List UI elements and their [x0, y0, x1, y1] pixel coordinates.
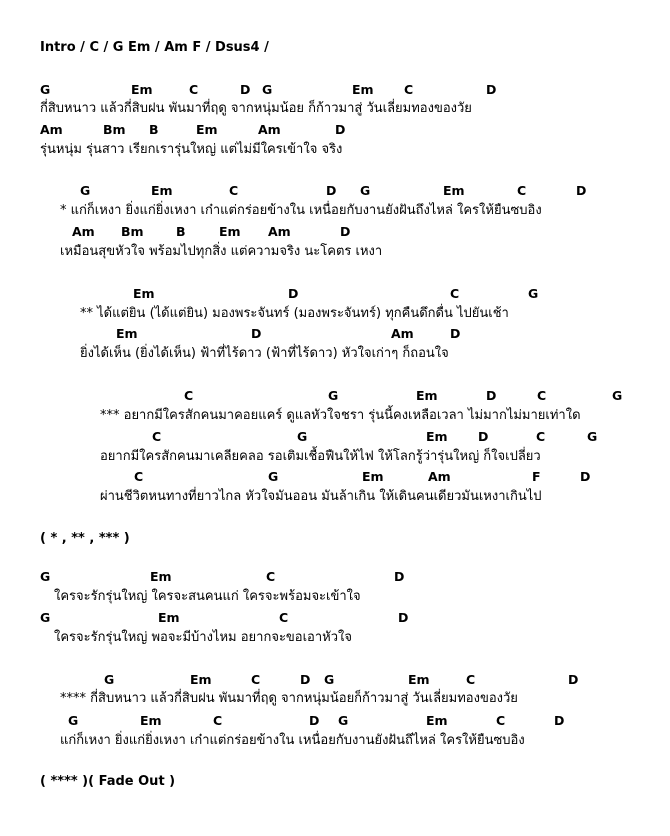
chord: D: [340, 224, 351, 239]
lyric-line: เหมือนสุขหัวใจ พร้อมไปทุกสิ่ง แต่ความจริง นะโคตร เหงา: [60, 244, 383, 259]
chord: G: [324, 672, 335, 687]
chord-line: [0, 326, 670, 342]
chord: Em: [443, 183, 465, 198]
chord: Am: [428, 469, 451, 484]
chord-line: [0, 469, 670, 485]
chord: D: [288, 286, 299, 301]
chord: Em: [426, 713, 448, 728]
chord-line: [0, 122, 670, 138]
chord: Am: [40, 122, 63, 137]
chord: C: [537, 388, 547, 403]
chord: D: [450, 326, 461, 341]
fade-out-marker: ( **** )( Fade Out ): [40, 774, 176, 789]
chord: Am: [258, 122, 281, 137]
chord-line: [0, 429, 670, 445]
chord: C: [152, 429, 162, 444]
chord: D: [486, 388, 497, 403]
chord: G: [328, 388, 339, 403]
chord-line: [0, 388, 670, 404]
chord: Em: [133, 286, 155, 301]
chord: G: [338, 713, 349, 728]
chord: D: [335, 122, 346, 137]
chord: G: [360, 183, 371, 198]
chord: C: [517, 183, 527, 198]
chord: D: [580, 469, 591, 484]
chord: G: [268, 469, 279, 484]
chord: G: [528, 286, 539, 301]
chord: D: [576, 183, 587, 198]
chord: Am: [391, 326, 414, 341]
chord: Em: [150, 569, 172, 584]
chord: G: [297, 429, 308, 444]
chord: Em: [362, 469, 384, 484]
chord: Bm: [121, 224, 144, 239]
chord: Em: [416, 388, 438, 403]
chord: Em: [352, 82, 374, 97]
chord-line: [0, 183, 670, 199]
chord: G: [262, 82, 273, 97]
chord-line: [0, 82, 670, 98]
chord: C: [251, 672, 261, 687]
chord-line: [0, 224, 670, 240]
lyric-line: ใครจะรักรุ่นใหญ่ พอจะมีบ้างไหม อยากจะขอเอาหัวใจ: [54, 630, 353, 645]
chord: Em: [140, 713, 162, 728]
chord: C: [134, 469, 144, 484]
chord: C: [189, 82, 199, 97]
chord: Em: [131, 82, 153, 97]
chord: D: [251, 326, 262, 341]
lyric-line: **** กี่สิบหนาว แล้วกี่สิบฝน พันมาที่ฤดู จากหนุ่มน้อยก็ก้าวมาสู่ วันเลี่ยมทองของวัย: [60, 691, 518, 706]
chord: Em: [151, 183, 173, 198]
chord: C: [229, 183, 239, 198]
lyric-line: อยากมีใครสักคนมาเคลียคลอ รอเติมเชื้อฟืนให้ไฟ ให้โลกรู้ว่ารุ่นใหญ่ ก็ใจเปลี่ยว: [100, 449, 541, 464]
chord: D: [398, 610, 409, 625]
chord: G: [104, 672, 115, 687]
chord: G: [40, 569, 51, 584]
chord: F: [532, 469, 541, 484]
chord: D: [300, 672, 311, 687]
chord: G: [80, 183, 91, 198]
lyric-line: * แก่ก็เหงา ยิ่งแก่ยิ่งเหงา เก๋าแต่กร่อยข้างใน เหนื่อยกับงานยังฝันถึงไหล่ ใครให้ยืนซบอิง: [60, 203, 542, 218]
chord: G: [587, 429, 598, 444]
chord: C: [450, 286, 460, 301]
chord: B: [149, 122, 159, 137]
chord: Bm: [103, 122, 126, 137]
chord: C: [184, 388, 194, 403]
chord: C: [466, 672, 476, 687]
chord: D: [394, 569, 405, 584]
chord: C: [496, 713, 506, 728]
chord: Em: [190, 672, 212, 687]
chord: C: [536, 429, 546, 444]
chord: Em: [196, 122, 218, 137]
lyric-line: กี่สิบหนาว แล้วกี่สิบฝน พันมาที่ฤดู จากหนุ่มน้อย ก็ก้าวมาสู่ วันเลี่ยมทองของวัย: [40, 101, 472, 116]
chord: C: [213, 713, 223, 728]
chord-line: [0, 713, 670, 729]
repeat-marker: ( * , ** , *** ): [40, 531, 130, 546]
chord: G: [40, 610, 51, 625]
chord: G: [68, 713, 79, 728]
chord: Em: [426, 429, 448, 444]
lyric-line: ผ่านชีวิตหนทางที่ยาวไกล หัวใจมันออน มันล้าเกิน ให้เดินคนเดียวมันเหงาเกินไป: [100, 489, 542, 504]
chord: D: [309, 713, 320, 728]
chord: Em: [158, 610, 180, 625]
chord: Em: [116, 326, 138, 341]
chord: C: [404, 82, 414, 97]
chord: D: [240, 82, 251, 97]
chord: B: [176, 224, 186, 239]
chord-line: [0, 610, 670, 626]
intro-line: Intro / C / G Em / Am F / Dsus4 /: [40, 40, 269, 55]
chord-line: [0, 569, 670, 585]
lyric-line: *** อยากมีใครสักคนมาคอยแคร์ ดูแลหัวใจชรา รุ่นนี้คงเหลือเวลา ไม่มากไม่มายเท่าใด: [100, 408, 581, 423]
chord: Am: [72, 224, 95, 239]
chord: C: [279, 610, 289, 625]
lyric-line: ** ได้แต่ยิน (ได้แต่ยิน) มองพระจันทร์ (มองพระจันทร์) ทุกคืนดึกดื่น ไปยันเช้า: [80, 306, 509, 321]
lyric-line: ใครจะรักรุ่นใหญ่ ใครจะสนคนแก่ ใครจะพร้อมจะเข้าใจ: [54, 589, 361, 604]
chord-line: [0, 286, 670, 302]
chord: Am: [268, 224, 291, 239]
chord: D: [478, 429, 489, 444]
chord-line: [0, 672, 670, 688]
chord: D: [326, 183, 337, 198]
chord: Em: [219, 224, 241, 239]
chord: D: [568, 672, 579, 687]
chord: D: [486, 82, 497, 97]
chord: Em: [408, 672, 430, 687]
chord: G: [40, 82, 51, 97]
lyric-line: รุ่นหนุ่ม รุ่นสาว เรียกเรารุ่นใหญ่ แต่ไม่มีใครเข้าใจ จริง: [40, 142, 343, 157]
lyric-line: ยิ่งได้เห็น (ยิ่งได้เห็น) ฟ้าที่ไร้ดาว (ฟ้าที่ไร้ดาว) หัวใจเก่าๆ ก็ถอนใจ: [80, 346, 449, 361]
lyric-line: แก่ก็เหงา ยิ่งแก่ยิ่งเหงา เก๋าแต่กร่อยข้างใน เหนื่อยกับงานยังฝันถึไหล่ ใครให้ยืนซบอิง: [60, 733, 525, 748]
chord: D: [554, 713, 565, 728]
chord: G: [612, 388, 623, 403]
chord: C: [266, 569, 276, 584]
